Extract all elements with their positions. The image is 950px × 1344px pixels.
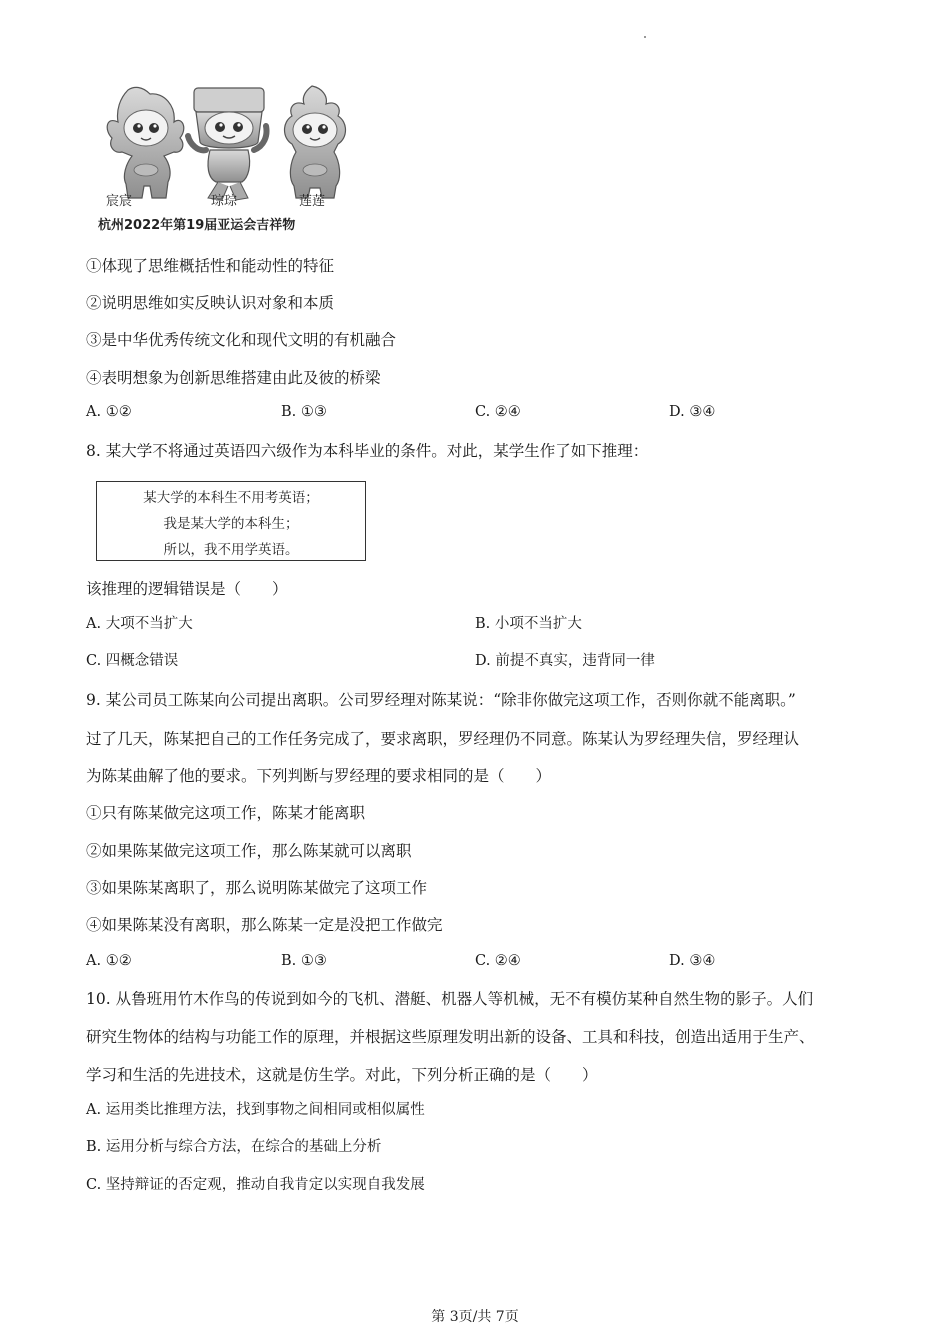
q9-statement-1: ①只有陈某做完这项工作，陈某才能离职	[86, 804, 366, 822]
q8-option-a[interactable]: A. 大项不当扩大	[86, 616, 193, 632]
q8-option-c[interactable]: C. 四概念错误	[86, 653, 179, 669]
reasoning-line-2: 我是某大学的本科生；	[163, 516, 299, 532]
q10-option-b[interactable]: B. 运用分析与综合方法，在综合的基础上分析	[86, 1139, 382, 1155]
q9-option-c[interactable]: C. ②④	[475, 953, 521, 969]
mascot-congcong	[188, 88, 267, 200]
reasoning-line-3: 所以，我不用学英语。	[163, 542, 299, 558]
q9-option-b[interactable]: B. ①③	[281, 953, 327, 969]
q10-stem-line-1: 10. 从鲁班用竹木作鸟的传说到如今的飞机、潜艇、机器人等机械，无不有模仿某种自然生物的影子。人们	[86, 990, 814, 1008]
mascot-lianlian	[285, 86, 346, 198]
figure-caption: 杭州2022年第19届亚运会吉祥物	[98, 218, 296, 233]
q7-option-b[interactable]: B. ①③	[281, 404, 327, 420]
q9-statement-4: ④如果陈某没有离职，那么陈某一定是没把工作做完	[86, 916, 443, 934]
q8-option-d[interactable]: D. 前提不真实，违背同一律	[475, 653, 655, 669]
q7-option-c[interactable]: C. ②④	[475, 404, 521, 420]
q8-option-b[interactable]: B. 小项不当扩大	[475, 616, 582, 632]
mascot-name-3: 莲莲	[299, 194, 326, 209]
mascot-chenchen	[107, 87, 184, 198]
page-number: 第 3页/共 7页	[431, 1309, 519, 1325]
q7-option-d[interactable]: D. ③④	[669, 404, 716, 420]
q8-question: 该推理的逻辑错误是（ ）	[86, 580, 288, 598]
q7-statement-3: ③是中华优秀传统文化和现代文明的有机融合	[86, 331, 397, 349]
mascot-name-2: 琮琮	[211, 194, 238, 209]
q8-stem: 8. 某大学不将通过英语四六级作为本科毕业的条件。对此，某学生作了如下推理：	[86, 442, 649, 460]
q9-statement-2: ②如果陈某做完这项工作，那么陈某就可以离职	[86, 842, 412, 860]
reasoning-box	[96, 481, 366, 561]
page-speck	[644, 36, 646, 38]
q9-stem-line-3: 为陈某曲解了他的要求。下列判断与罗经理的要求相同的是（ ）	[86, 767, 552, 785]
q9-stem-line-1: 9. 某公司员工陈某向公司提出离职。公司罗经理对陈某说：“除非你做完这项工作，否则你就不能离职。”	[86, 691, 796, 709]
q10-option-c[interactable]: C. 坚持辩证的否定观，推动自我肯定以实现自我发展	[86, 1177, 425, 1193]
q9-option-d[interactable]: D. ③④	[669, 953, 716, 969]
q10-stem-line-3: 学习和生活的先进技术，这就是仿生学。对此，下列分析正确的是（ ）	[86, 1066, 598, 1084]
q10-stem-line-2: 研究生物体的结构与功能工作的原理，并根据这些原理发明出新的设备、工具和科技，创造出适用于生产、	[86, 1028, 815, 1046]
mascot-illustration	[98, 82, 360, 234]
q7-statement-1: ①体现了思维概括性和能动性的特征	[86, 257, 335, 275]
reasoning-line-1: 某大学的本科生不用考英语；	[143, 490, 319, 506]
q9-option-a[interactable]: A. ①②	[86, 953, 132, 969]
mascot-name-1: 宸宸	[106, 194, 133, 209]
q7-statement-2: ②说明思维如实反映认识对象和本质	[86, 294, 335, 312]
q7-statement-4: ④表明想象为创新思维搭建由此及彼的桥梁	[86, 369, 381, 387]
q9-statement-3: ③如果陈某离职了，那么说明陈某做完了这项工作	[86, 879, 428, 897]
q9-stem-line-2: 过了几天，陈某把自己的工作任务完成了，要求离职，罗经理仍不同意。陈某认为罗经理失信，罗经理认	[86, 730, 800, 748]
q7-option-a[interactable]: A. ①②	[86, 404, 132, 420]
q10-option-a[interactable]: A. 运用类比推理方法，找到事物之间相同或相似属性	[86, 1102, 425, 1118]
